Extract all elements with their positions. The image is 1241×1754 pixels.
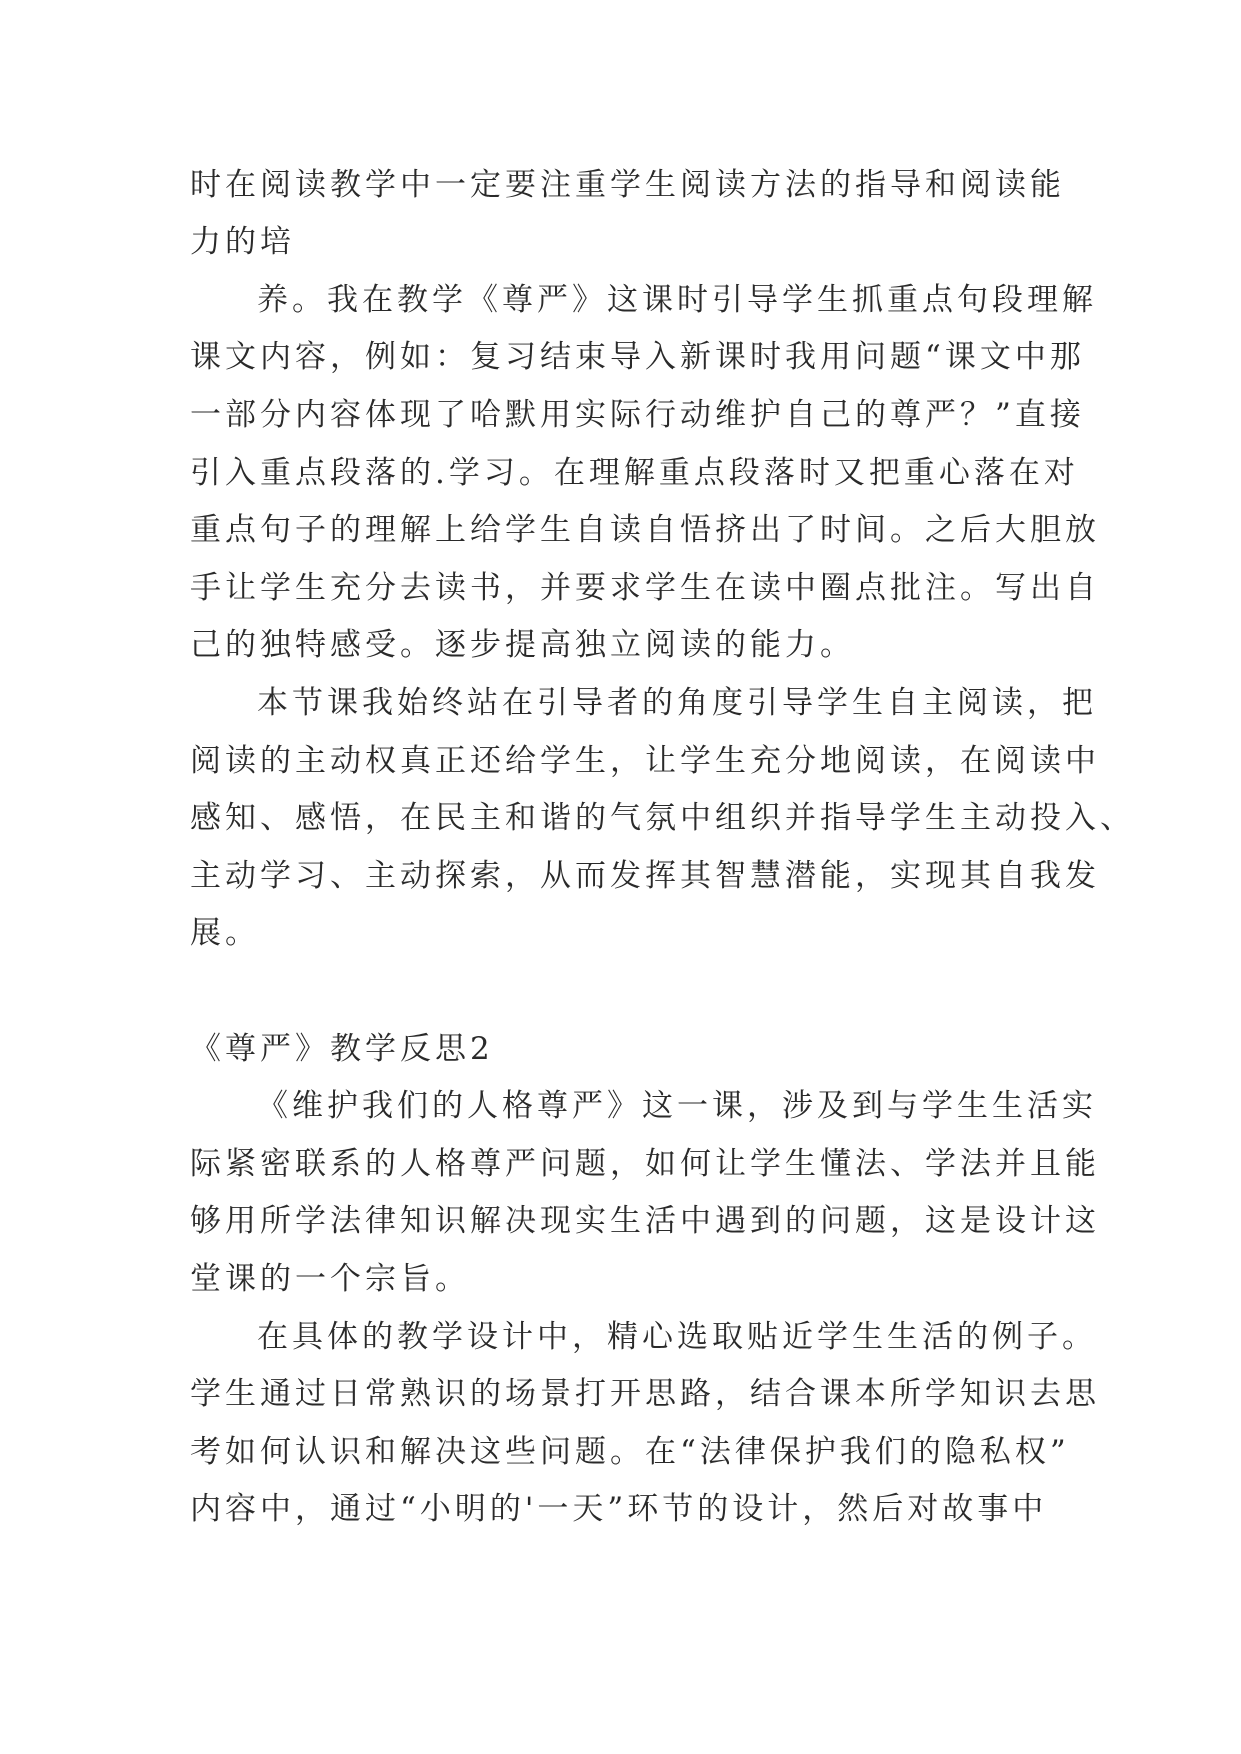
text-line-2: 力的培	[190, 224, 295, 260]
text-line-9: 己的独特感受。逐步提高独立阅读的能力。	[190, 627, 855, 663]
text-line-6: 引入重点段落的.学习。在理解重点段落时又把重心落在对	[190, 455, 1079, 491]
text-line-10: 本节课我始终站在引导者的角度引导学生自主阅读，把	[257, 685, 1097, 721]
text-line-7: 重点句子的理解上给学生自读自悟挤出了时间。之后大胆放	[190, 512, 1100, 548]
text-line-3: 养。我在教学《尊严》这课时引导学生抓重点句段理解	[257, 282, 1097, 318]
section-heading: 《尊严》教学反思2	[190, 1031, 494, 1067]
text-line-17: 际紧密联系的人格尊严问题，如何让学生懂法、学法并且能	[190, 1146, 1100, 1182]
text-line-8: 手让学生充分去读书，并要求学生在读中圈点批注。写出自	[190, 570, 1100, 606]
text-line-1: 时在阅读教学中一定要注重学生阅读方法的指导和阅读能	[190, 167, 1065, 203]
text-line-23: 内容中，通过“小明的'一天”环节的设计，然后对故事中	[190, 1491, 1048, 1527]
text-line-4: 课文内容，例如：复习结束导入新课时我用问题“课文中那	[190, 339, 1085, 375]
text-line-14: 展。	[190, 915, 260, 951]
text-line-12: 感知、感悟，在民主和谐的气氛中组织并指导学生主动投入、	[190, 800, 1135, 836]
text-line-5: 一部分内容体现了哈默用实际行动维护自己的尊严？”直接	[190, 397, 1085, 433]
text-line-16: 《维护我们的人格尊严》这一课，涉及到与学生生活实	[257, 1088, 1097, 1124]
text-line-22: 考如何认识和解决这些问题。在“法律保护我们的隐私权”	[190, 1434, 1070, 1470]
text-line-18: 够用所学法律知识解决现实生活中遇到的问题，这是设计这	[190, 1203, 1100, 1239]
text-line-21: 学生通过日常熟识的场景打开思路，结合课本所学知识去思	[190, 1376, 1100, 1412]
text-line-19: 堂课的一个宗旨。	[190, 1261, 470, 1297]
text-line-13: 主动学习、主动探索，从而发挥其智慧潜能，实现其自我发	[190, 858, 1100, 894]
text-line-20: 在具体的教学设计中，精心选取贴近学生生活的例子。	[257, 1319, 1097, 1355]
text-line-11: 阅读的主动权真正还给学生，让学生充分地阅读，在阅读中	[190, 743, 1100, 779]
